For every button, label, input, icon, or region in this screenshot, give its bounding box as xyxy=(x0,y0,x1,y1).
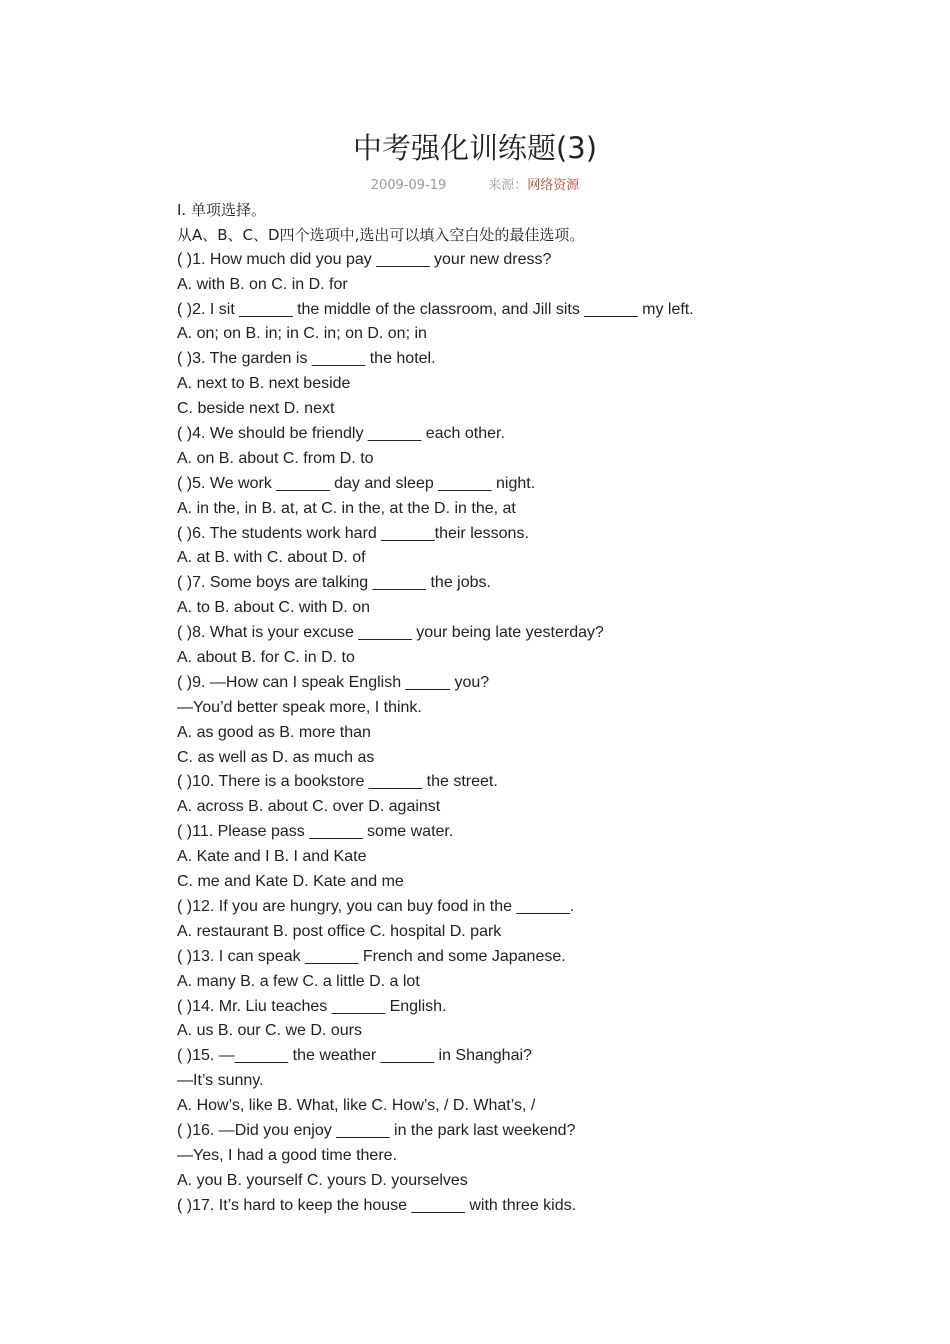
dialogue-line: —Yes, I had a good time there. xyxy=(177,1146,397,1164)
options-line: A. at B. with C. about D. of xyxy=(177,549,366,567)
options-line: A. to B. about C. with D. on xyxy=(177,599,370,617)
question-line: ( )16. —Did you enjoy ______ in the park last weekend? xyxy=(177,1121,576,1139)
question-line: ( )11. Please pass ______ some water. xyxy=(177,823,454,841)
question-line: ( )7. Some boys are talking ______ the jobs. xyxy=(177,574,491,592)
question-line: ( )2. I sit ______ the middle of the classroom, and Jill sits ______ my left. xyxy=(177,300,694,318)
question-line: ( )17. It’s hard to keep the house ______ with three kids. xyxy=(177,1196,577,1214)
question-line: ( )6. The students work hard ______their lessons. xyxy=(177,524,529,542)
options-line: A. us B. our C. we D. ours xyxy=(177,1022,362,1040)
options-line: C. as well as D. as much as xyxy=(177,748,375,766)
options-line: A. How’s, like B. What, like C. How’s, / D. What’s, / xyxy=(177,1097,536,1115)
options-line: C. me and Kate D. Kate and me xyxy=(177,873,404,891)
dialogue-line: —You’d better speak more, I think. xyxy=(177,698,422,716)
section-heading: I. 单项选择。 xyxy=(177,201,266,219)
question-line: ( )1. How much did you pay ______ your new dress? xyxy=(177,250,552,268)
options-line: A. on B. about C. from D. to xyxy=(177,449,374,467)
page-title: 中考强化训练题(3) xyxy=(352,131,598,165)
section-instructions: 从A、B、C、D四个选项中,选出可以填入空白处的最佳选项。 xyxy=(177,225,585,244)
options-line: A. many B. a few C. a little D. a lot xyxy=(177,972,420,990)
publish-date: 2009-09-19 xyxy=(370,178,447,193)
question-line: ( )9. —How can I speak English _____ you? xyxy=(177,673,490,691)
question-line: ( )3. The garden is ______ the hotel. xyxy=(177,350,436,368)
options-line: A. next to B. next beside xyxy=(177,375,351,393)
options-line: C. beside next D. next xyxy=(177,400,335,418)
question-line: ( )14. Mr. Liu teaches ______ English. xyxy=(177,997,447,1015)
question-line: ( )8. What is your excuse ______ your being late yesterday? xyxy=(177,624,604,642)
question-line: ( )4. We should be friendly ______ each other. xyxy=(177,425,505,443)
source-label: 来源： xyxy=(488,178,528,193)
dialogue-line: —It’s sunny. xyxy=(177,1072,264,1090)
options-line: A. on; on B. in; in C. in; on D. on; in xyxy=(177,325,427,343)
question-line: ( )10. There is a bookstore ______ the street. xyxy=(177,773,498,791)
article-meta xyxy=(0,176,950,196)
options-line: A. you B. yourself C. yours D. yourselves xyxy=(177,1171,468,1189)
options-line: A. in the, in B. at, at C. in the, at the D. in the, at xyxy=(177,499,516,517)
options-line: A. across B. about C. over D. against xyxy=(177,798,441,816)
options-line: A. as good as B. more than xyxy=(177,723,371,741)
question-line: ( )15. —______ the weather ______ in Shanghai? xyxy=(177,1047,532,1065)
source-link[interactable]: 网络资源 xyxy=(527,178,580,193)
exercise-body xyxy=(177,198,877,1219)
options-line: A. with B. on C. in D. for xyxy=(177,275,348,293)
options-line: A. about B. for C. in D. to xyxy=(177,649,355,667)
options-line: A. Kate and I B. I and Kate xyxy=(177,848,367,866)
question-line: ( )12. If you are hungry, you can buy food in the ______. xyxy=(177,897,575,915)
question-line: ( )13. I can speak ______ French and some Japanese. xyxy=(177,947,566,965)
question-line: ( )5. We work ______ day and sleep ______ night. xyxy=(177,474,536,492)
options-line: A. restaurant B. post office C. hospital D. park xyxy=(177,922,502,940)
